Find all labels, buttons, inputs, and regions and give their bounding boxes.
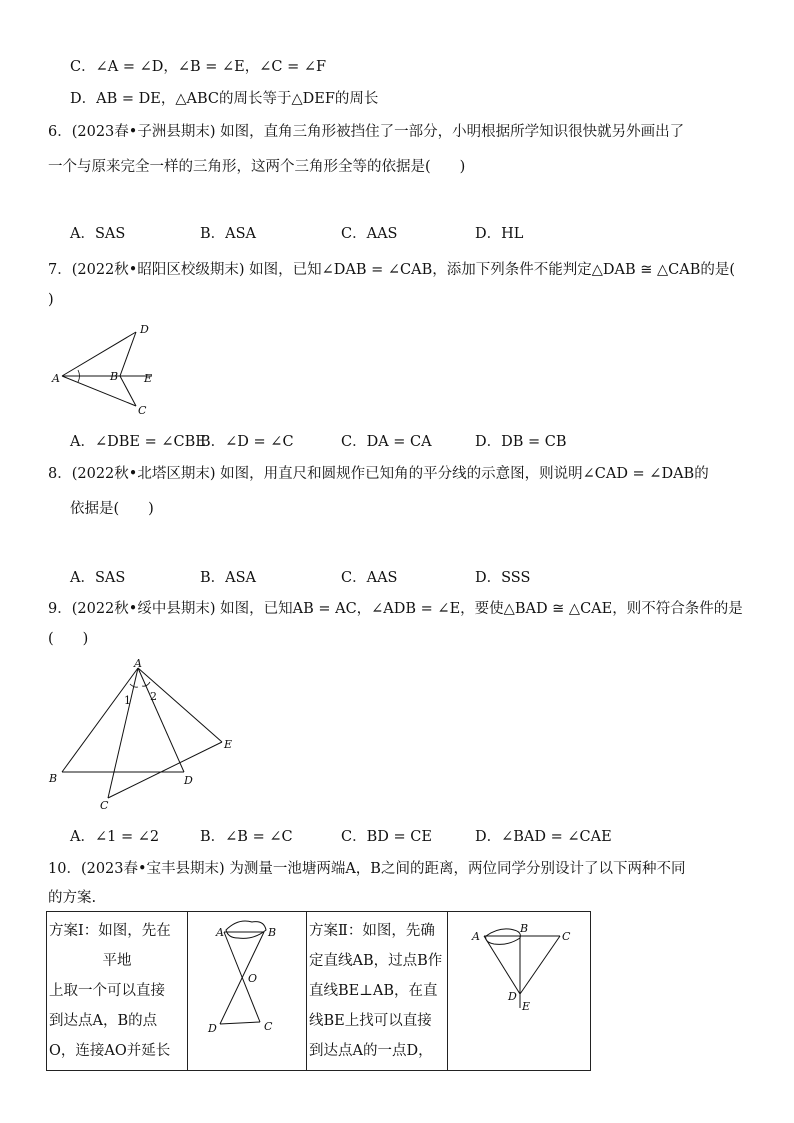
q10-stem-line1: 10．(2023春•宝丰县期末) 为测量一池塘两端A，B之间的距离，两位同学分别设计了以下两种不同 bbox=[48, 861, 686, 877]
plan2-line: 线BE上找可以直接 bbox=[309, 1013, 432, 1029]
plan1-label-o: O bbox=[248, 972, 258, 985]
q9-option-a: A．∠1 = ∠2 bbox=[70, 829, 160, 845]
q6-option-c: C．AAS bbox=[341, 226, 398, 242]
q9-option-b: B．∠B = ∠C bbox=[200, 829, 293, 845]
q9-label-d: D bbox=[184, 774, 193, 787]
prev-option-c: C．∠A = ∠D，∠B = ∠E，∠C = ∠F bbox=[70, 59, 327, 75]
plan2-figure-cell bbox=[448, 912, 591, 1071]
plan1-line: 上取一个可以直接 bbox=[49, 983, 165, 999]
plan2-label-e: E bbox=[522, 1000, 531, 1013]
q9-label-1: 1 bbox=[124, 694, 131, 707]
plan1-figure bbox=[188, 912, 306, 1070]
q6-option-a: A．SAS bbox=[70, 226, 126, 242]
q8-option-a: A．SAS bbox=[70, 570, 126, 586]
q7-label-e: E bbox=[144, 372, 153, 385]
plan1-label-b: B bbox=[268, 926, 277, 939]
plan2-line: 方案Ⅱ：如图，先确 bbox=[309, 923, 435, 939]
q7-option-d: D．DB = CB bbox=[475, 434, 567, 450]
q9-label-2: 2 bbox=[150, 690, 157, 703]
q9-label-b: B bbox=[49, 772, 58, 785]
prev-option-d: D．AB = DE，△ABC的周长等于△DEF的周长 bbox=[70, 91, 379, 107]
plan2-label-d: D bbox=[508, 990, 517, 1003]
plan2-label-c: C bbox=[562, 930, 571, 943]
plan2-line: 定直线AB，过点B作 bbox=[309, 953, 443, 969]
plan1-label-a: A bbox=[216, 926, 224, 939]
q9-option-c: C．BD = CE bbox=[341, 829, 432, 845]
q8-option-b: B．ASA bbox=[200, 570, 257, 586]
q9-stem-line1: 9．(2022秋•绥中县期末) 如图，已知AB = AC，∠ADB = ∠E，要使△BAD ≅ △CAE，则不符合条件的是 bbox=[48, 601, 743, 617]
q7-option-a: A．∠DBE = ∠CBE bbox=[70, 434, 206, 450]
plan2-line: 到达点A的一点D， bbox=[309, 1043, 433, 1059]
q7-stem-line2: ) bbox=[48, 292, 54, 308]
q6-option-b: B．ASA bbox=[200, 226, 257, 242]
plan1-label-c: C bbox=[264, 1020, 273, 1033]
q6-option-d: D．HL bbox=[475, 226, 524, 242]
q7-label-c: C bbox=[138, 404, 147, 417]
q9-stem-line2: ( ) bbox=[48, 631, 89, 647]
plan1-cell bbox=[47, 912, 188, 1071]
plan1-line: 平地 bbox=[102, 953, 132, 969]
plan2-line: 直线BE⊥AB，在直 bbox=[309, 983, 438, 999]
q6-stem-line1: 6．(2023春•子洲县期末) 如图，直角三角形被挡住了一部分，小明根据所学知识很快就另外画出了 bbox=[48, 124, 685, 140]
q8-option-c: C．AAS bbox=[341, 570, 398, 586]
plan2-label-a: A bbox=[472, 930, 480, 943]
q7-option-c: C．DA = CA bbox=[341, 434, 432, 450]
q9-label-a: A bbox=[134, 657, 142, 670]
q9-option-d: D．∠BAD = ∠CAE bbox=[475, 829, 612, 845]
q7-option-b: B．∠D = ∠C bbox=[200, 434, 294, 450]
q7-label-a: A bbox=[52, 372, 60, 385]
plan1-line: 方案Ⅰ：如图，先在 bbox=[49, 923, 171, 939]
plan1-figure-cell bbox=[188, 912, 307, 1071]
q8-stem-line2: 依据是( ) bbox=[70, 501, 154, 517]
q10-stem-line2: 的方案. bbox=[48, 890, 97, 906]
plan2-label-b: B bbox=[520, 922, 529, 935]
plan2-cell bbox=[307, 912, 448, 1071]
q7-figure bbox=[48, 318, 168, 418]
q7-label-d: D bbox=[140, 323, 149, 336]
plan2-figure bbox=[448, 912, 590, 1070]
q6-stem-line2: 一个与原来完全一样的三角形，这两个三角形全等的依据是( ) bbox=[48, 159, 466, 175]
q7-stem-line1: 7．(2022秋•昭阳区校级期末) 如图，已知∠DAB = ∠CAB，添加下列条件不能判定△DAB ≅ △CAB的是( bbox=[48, 262, 736, 278]
plan1-line: 到达点A，B的点 bbox=[49, 1013, 158, 1029]
q7-label-b: B bbox=[110, 370, 119, 383]
q9-figure bbox=[46, 654, 246, 814]
q8-stem-line1: 8．(2022秋•北塔区期末) 如图，用直尺和圆规作已知角的平分线的示意图，则说明∠CAD = ∠DAB的 bbox=[48, 466, 709, 482]
q9-label-e: E bbox=[224, 738, 233, 751]
q8-option-d: D．SSS bbox=[475, 570, 531, 586]
q10-plan-table bbox=[46, 911, 591, 1071]
plan1-line: O，连接AO并延长 bbox=[49, 1043, 171, 1059]
q9-label-c: C bbox=[100, 799, 109, 812]
plan1-label-d: D bbox=[208, 1022, 217, 1035]
